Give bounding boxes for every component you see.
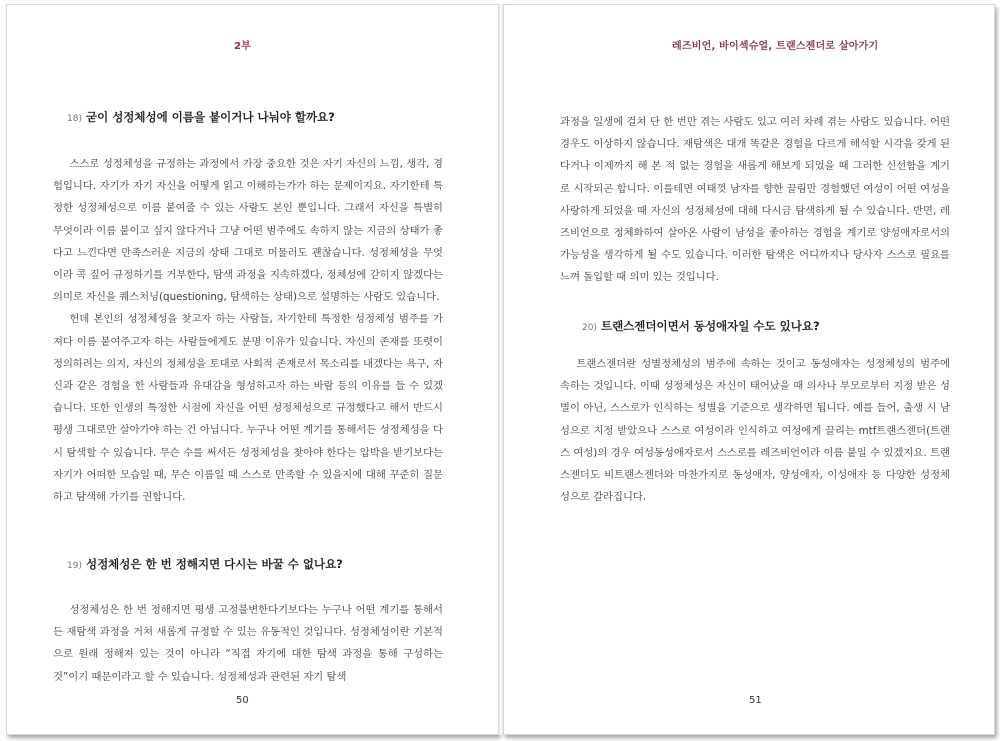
question-19-heading — [67, 556, 343, 572]
right-page — [503, 4, 995, 735]
paragraph: 성정체성은 한 번 정해지면 평생 고정불변한다기보다는 누구나 어떤 계기를 통해서든 재탐색 과정을 거쳐 새롭게 규정할 수 있는 유동적인 것입니다. 성정체성이란 기본적으로 원래 정해져 있는 것이 아니라 “직접 자기에 대한 탐색 과정을 통해 구성하는 것”이기 때문이라고 할 수 있습니다. 성정체성과 관련된 자기 탐색 — [53, 604, 443, 683]
question-number: 19) — [67, 561, 82, 571]
page-number-left: 50 — [236, 695, 249, 706]
question-title: 성정체성은 한 번 정해지면 다시는 바꿀 수 없나요? — [85, 557, 343, 571]
paragraph: 트랜스젠더란 성별정체성의 범주에 속하는 것이고 동성애자는 성정체성의 범주에 속하는 것입니다. 이때 성정체성은 자신이 태어났을 때 의사나 부모로부터 지정 받은 성별이 아닌, 스스로가 인식하는 성별을 기준으로 생각하면 됩니다. 예를 들어, 출생 시 남성으로 지정 받았으나 스스로 여성이라 인식하고 여성에게 끌리는 mtf트랜스젠더(트랜스 여성)의 경우 여성동성애자로서 스스로를 레즈비언이라 이름 붙일 수 있겠지요. 트랜스젠더도 비트랜스젠더와 마찬가지로 동성애자, 양성애자, 이성애자 등 다양한 성정체성으로 갈라집니다. — [560, 358, 950, 504]
question-title: 굳이 성정체성에 이름을 붙이거나 나눠야 할까요? — [85, 110, 335, 124]
left-page — [6, 4, 499, 735]
question-number: 20) — [582, 323, 597, 333]
question-19-answer — [53, 599, 443, 688]
question-18-answer — [53, 153, 443, 508]
question-18-heading — [67, 109, 335, 125]
paragraph: 헌데 본인의 성정체성을 찾고자 하는 사람들, 자기한테 특정한 성정체성 범주를 가져다 이름 붙여주고자 하는 사람들에게도 분명 이유가 있습니다. 자신의 존재를 또렷이 정의하려는 의지, 자신의 정체성을 토대로 사회적 존재로서 목소리를 내겠다는 욕구, 자신과 같은 경험을 한 사람들과 유대감을 형성하고자 하는 바람 등의 이유를 들 수 있겠습니다. 또한 인생의 특정한 시점에 자신을 어떤 성정체성으로 규정했다고 해서 반드시 평생 그대로만 살아가야 하는 건 아닙니다. 누구나 어떤 계기를 통해서든 성정체성을 다시 탐색할 수 있습니다. 무슨 수를 써서든 성정체성을 찾아야 한다는 압박을 받기보다는 자기가 어떠한 모습일 때, 무슨 이름일 때 스스로 만족할 수 있을지에 대해 꾸준히 질문하고 탐색해 가기를 권합니다. — [53, 313, 443, 504]
question-20-heading — [582, 318, 820, 334]
running-head-left: 2부 — [234, 41, 252, 52]
question-number: 18) — [67, 114, 82, 124]
running-head-right: 레즈비언, 바이섹슈얼, 트랜스젠더로 살아가기 — [672, 41, 879, 52]
question-title: 트랜스젠더이면서 동성애자일 수도 있나요? — [600, 319, 820, 333]
paragraph: 과정을 일생에 걸쳐 단 한 번만 겪는 사람도 있고 여러 차례 겪는 사람도 있습니다. 어떤 경우도 이상하지 않습니다. 재탐색은 대개 똑같은 경험을 다르게 해석할 시각을 갖게 된다거나 이제까지 해 본 적 없는 경험을 새롭게 해보게 되었을 때 그러한 신선함을 계기로 시작되곤 합니다. 이를테면 여태껏 남자를 향한 끌림만 경험했던 여성이 어떤 여성을 사랑하게 되었을 때 자신의 성정체성에 대해 다시금 탐색하게 될 수 있습니다. 반면, 레즈비언으로 정체화하여 살아온 사람이 남성을 좋아하는 경험을 계기로 양성애자로서의 가능성을 생각하게 될 수도 있습니다. 이러한 탐색은 어디까지나 당사자 스스로 필요를 느껴 돌입할 때 의미 있는 것입니다. — [560, 116, 950, 284]
question-19-answer-continued — [560, 111, 950, 289]
question-20-answer — [560, 353, 950, 508]
page-number-right: 51 — [749, 695, 762, 706]
paragraph: 스스로 성정체성을 규정하는 과정에서 가장 중요한 것은 자기 자신의 느낌, 생각, 경험입니다. 자기가 자기 자신을 어떻게 읽고 이해하는가가 하는 문제이지요. 자기한테 특정한 성정체성으로 이름 붙여줄 수 있는 사람도 본인 뿐입니다. 그래서 자신을 특별히 무엇이라 이름 붙이고 싶지 않다거나 그냥 어떤 범주에도 속하지 않는 지금의 상태가 좋다고 느낀다면 만족스러운 지금의 상태 그대로 머물러도 괜찮습니다. 성정체성을 무엇이라 콕 짚어 규정하기를 거부한다, 탐색 과정을 지속하겠다, 정체성에 갇히지 않겠다는 의미로 자신을 퀘스처닝(questioning, 탐색하는 상태)으로 설명하는 사람도 있습니다. — [53, 158, 443, 304]
